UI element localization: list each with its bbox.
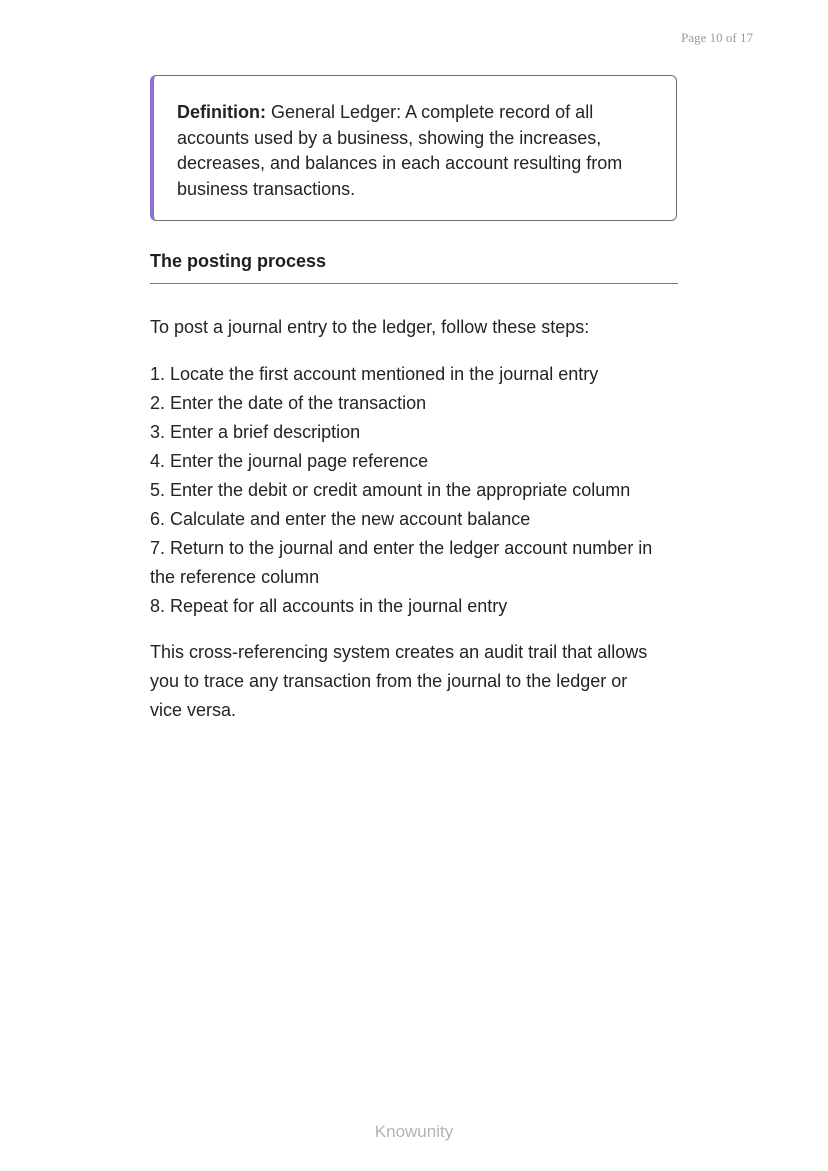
definition-label: Definition: <box>177 102 266 122</box>
list-item: 8. Repeat for all accounts in the journal entry <box>150 596 508 616</box>
footer-brand: Knowunity <box>374 1122 454 1141</box>
steps-list <box>150 360 680 621</box>
list-item: 5. Enter the debit or credit amount in the appropriate column <box>150 480 631 500</box>
section-divider <box>150 283 678 284</box>
list-item: 4. Enter the journal page reference <box>150 451 429 471</box>
closing-paragraph: This cross-referencing system creates an audit trail that allows you to trace any transaction from the journal to the ledger or vice versa. <box>150 642 648 720</box>
list-item: 1. Locate the first account mentioned in the journal entry <box>150 364 599 384</box>
intro-paragraph: To post a journal entry to the ledger, follow these steps: <box>150 317 590 337</box>
list-item: 3. Enter a brief description <box>150 422 361 442</box>
definition-callout <box>150 75 677 221</box>
definition-text: General Ledger: A complete record of all accounts used by a business, showing the increases, decreases, and balances in each account resulting from business transactions. <box>177 102 623 199</box>
page-indicator: Page 10 of 17 <box>681 30 753 45</box>
list-item: 7. Return to the journal and enter the ledger account number in the reference column <box>150 538 653 587</box>
section-heading: The posting process <box>150 251 327 271</box>
list-item: 2. Enter the date of the transaction <box>150 393 427 413</box>
list-item: 6. Calculate and enter the new account balance <box>150 509 531 529</box>
